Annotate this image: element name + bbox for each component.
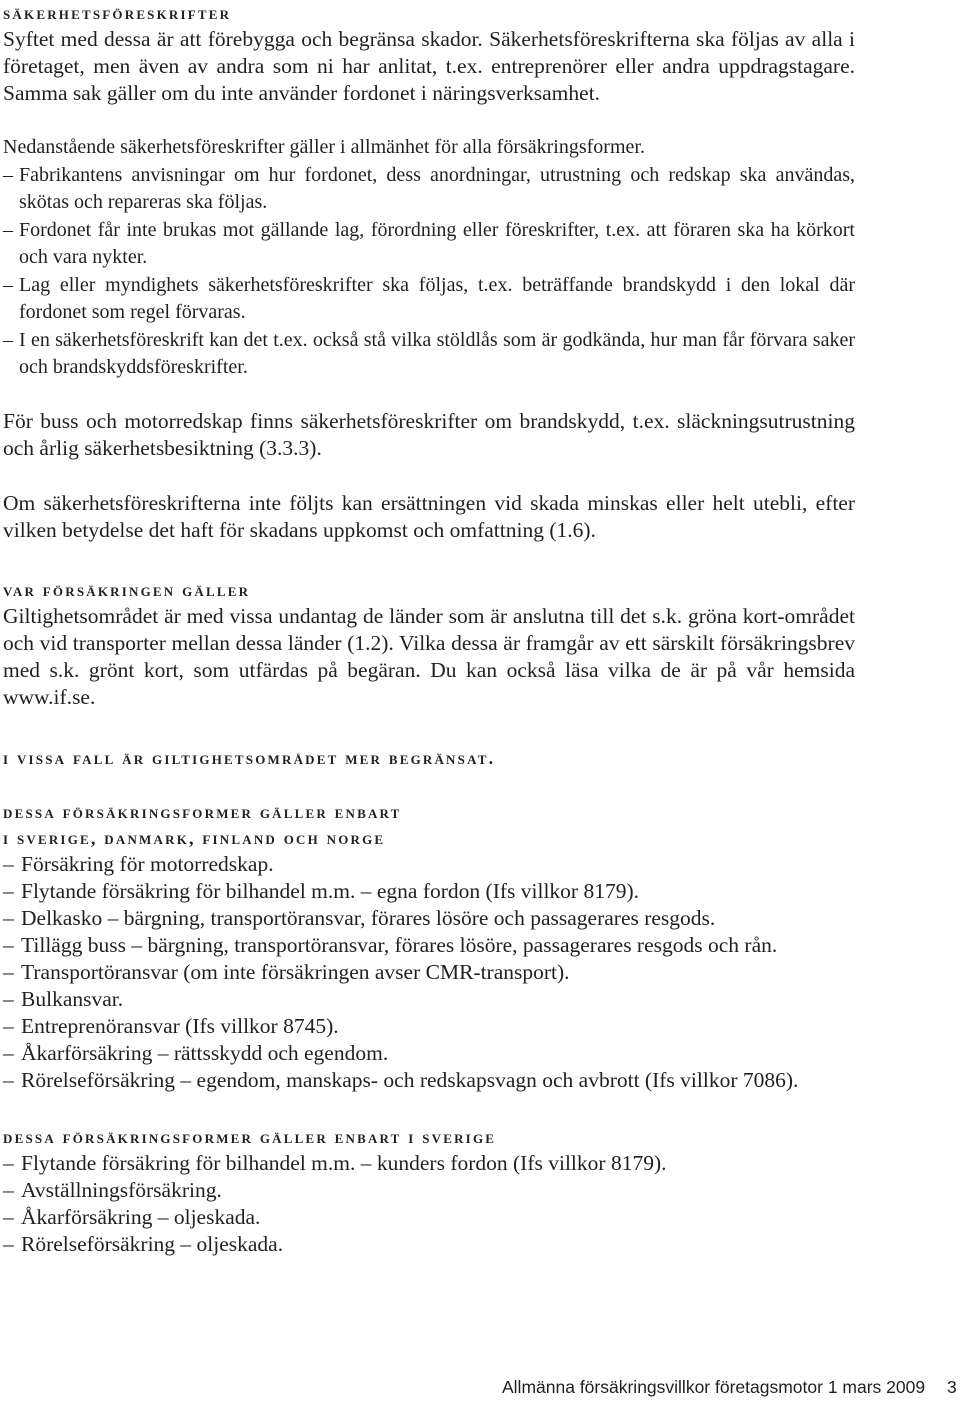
list-item: – Transportöransvar (om inte försäkringen avser CMR-transport). bbox=[3, 959, 570, 984]
nordic-list bbox=[3, 851, 855, 1094]
list-item: – Fordonet får inte brukas mot gällande lag, förordning eller föreskrifter, t.ex. att föraren ska ha körkort och vara nykter. bbox=[3, 218, 855, 268]
section-heading-nordic bbox=[3, 799, 855, 851]
safety-list bbox=[3, 162, 855, 382]
heading-line: dessa försäkringsformer gäller enbart bbox=[3, 801, 402, 822]
list-item: – Flytande försäkring för bilhandel m.m. – kunders fordon (Ifs villkor 8179). bbox=[3, 1150, 667, 1175]
safety-intro: Syftet med dessa är att förebygga och begränsa skador. Säkerhetsföreskrifterna ska följas av alla i företaget, men även av andra som ni har anlitat, t.ex. entreprenörer eller andra uppdragstagare. Samma sak gäller om du inte använder fordonet i näringsverksamhet. bbox=[3, 27, 855, 105]
sweden-list bbox=[3, 1150, 855, 1258]
section-heading-sweden: dessa försäkringsformer gäller enbart i sverige bbox=[3, 1126, 497, 1147]
list-item: – Bulkansvar. bbox=[3, 986, 124, 1011]
list-item: – Avställningsförsäkring. bbox=[3, 1177, 222, 1202]
list-item: – Lag eller myndighets säkerhetsföreskrifter ska följas, t.ex. beträffande brandskydd i den lokal där fordonet som regel förvaras. bbox=[3, 273, 855, 323]
heading-line: i sverige, danmark, finland och norge bbox=[3, 827, 386, 848]
consequence-paragraph: Om säkerhetsföreskrifterna inte följts kan ersättningen vid skada minskas eller helt utebli, efter vilken betydelse det haft för skadans uppkomst och omfattning (1.6). bbox=[3, 490, 855, 542]
section-heading-limited: i vissa fall är giltighetsområdet mer begränsat. bbox=[3, 747, 496, 768]
list-item: – Flytande försäkring för bilhandel m.m. – egna fordon (Ifs villkor 8179). bbox=[3, 878, 639, 903]
validity-paragraph: Giltighetsområdet är med vissa undantag de länder som är anslutna till det s.k. gröna kort-området och vid transporter mellan dessa länder (1.2). Vilka dessa är framgår av ett särskilt försäkringsbrev med s.k. grönt kort, som utfärdas på begäran. Du kan också läsa vilka de är på vår hemsida www.if.se. bbox=[3, 603, 855, 709]
safety-general: Nedanstående säkerhetsföreskrifter gäller i allmänhet för alla försäkringsformer. bbox=[3, 136, 645, 158]
list-item: – Åkarförsäkring – oljeskada. bbox=[3, 1204, 261, 1229]
bus-paragraph: För buss och motorredskap finns säkerhetsföreskrifter om brandskydd, t.ex. släckningsutrustning och årlig säkerhetsbesiktning (3.3.3). bbox=[3, 408, 855, 460]
document-page bbox=[3, 0, 855, 1258]
list-item: – Tillägg buss – bärgning, transportöransvar, förares lösöre, passagerares resgods och rån. bbox=[3, 932, 778, 957]
list-item: – Entreprenöransvar (Ifs villkor 8745). bbox=[3, 1013, 339, 1038]
section-heading-validity: var försäkringen gäller bbox=[3, 579, 251, 600]
footer-title: Allmänna försäkringsvillkor företagsmotor 1 mars 2009 bbox=[502, 1377, 926, 1397]
list-item: – Rörelseförsäkring – egendom, manskaps- och redskapsvagn och avbrott (Ifs villkor 7086). bbox=[3, 1067, 799, 1092]
list-item: – Delkasko – bärgning, transportöransvar, förares lösöre och passagerares resgods. bbox=[3, 905, 716, 930]
list-item: – Rörelseförsäkring – oljeskada. bbox=[3, 1231, 284, 1256]
section-heading-safety: säkerhetsföreskrifter bbox=[3, 3, 232, 23]
list-item: – I en säkerhetsföreskrift kan det t.ex. också stå vilka stöldlås som är godkända, hur man får förvara saker och brandskyddsföreskrifter. bbox=[3, 328, 855, 378]
list-item: – Åkarförsäkring – rättsskydd och egendom. bbox=[3, 1040, 389, 1065]
list-item: – Försäkring för motorredskap. bbox=[3, 851, 274, 876]
list-item: – Fabrikantens anvisningar om hur fordonet, dess anordningar, utrustning och redskap ska användas, skötas och repareras ska följas. bbox=[3, 163, 855, 213]
page-number: 3 bbox=[947, 1377, 957, 1397]
